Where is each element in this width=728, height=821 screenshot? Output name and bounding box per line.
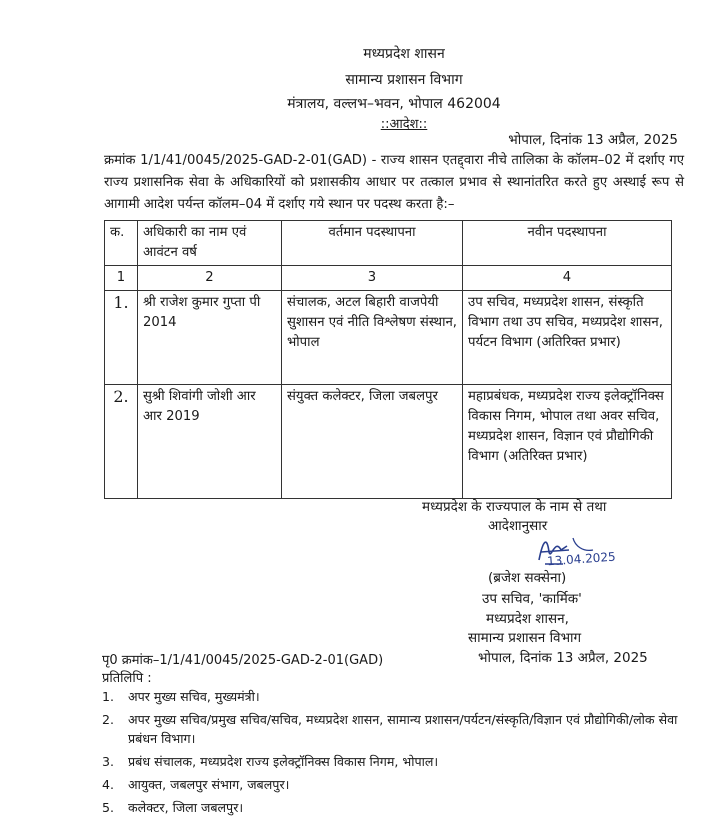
- list-item-number: 5.: [102, 800, 115, 815]
- header-department: सामान्य प्रशासन विभाग: [345, 72, 463, 88]
- list-item-text: कलेक्टर, जिला जबलपुर।: [128, 800, 244, 815]
- list-item-number: 3.: [102, 754, 115, 769]
- signatory-government: मध्यप्रदेश शासन,: [486, 611, 569, 627]
- list-item: [102, 798, 692, 817]
- column-number: 2: [138, 266, 282, 291]
- order-line: आदेशानुसार: [488, 518, 548, 534]
- signatory-department: सामान्य प्रशासन विभाग: [468, 630, 582, 646]
- copy-list: [102, 687, 692, 821]
- new-posting: उप सचिव, मध्यप्रदेश शासन, संस्कृति विभाग तथा उप सचिव, मध्यप्रदेश शासन, पर्यटन विभाग (अतिरिक्त प्रभार): [463, 291, 672, 385]
- signature-date: 13.04.2025: [546, 549, 617, 569]
- column-number: 3: [282, 266, 463, 291]
- governor-line: मध्यप्रदेश के राज्यपाल के नाम से तथा: [422, 499, 607, 515]
- current-posting: संचालक, अटल बिहारी वाजपेयी सुशासन एवं नीति विश्लेषण संस्थान, भोपाल: [282, 291, 463, 385]
- header-cell-current: वर्तमान पदस्थापना: [282, 221, 463, 266]
- list-item-number: 1.: [102, 689, 115, 704]
- table-header-row: [105, 221, 672, 266]
- list-item: [102, 775, 692, 794]
- list-item: [102, 710, 692, 748]
- list-item-text: अपर मुख्य सचिव, मुख्यमंत्री।: [128, 689, 260, 704]
- officer-name: सुश्री शिवांगी जोशी आर आर 2019: [138, 385, 282, 499]
- list-item-number: 4.: [102, 777, 115, 792]
- table-column-number-row: [105, 266, 672, 291]
- officer-name: श्री राजेश कुमार गुप्ता पी 2014: [138, 291, 282, 385]
- copy-label: प्रतिलिपि :: [102, 671, 152, 686]
- list-item-text: आयुक्त, जबलपुर संभाग, जबलपुर।: [128, 777, 290, 792]
- list-item-number: 2.: [102, 712, 115, 727]
- endorsement-date: भोपाल, दिनांक 13 अप्रैल, 2025: [478, 650, 648, 666]
- list-item: [102, 752, 692, 771]
- header-cell-new: नवीन पदस्थापना: [463, 221, 672, 266]
- list-item-text: अपर मुख्य सचिव/प्रमुख सचिव/सचिव, मध्यप्रदेश शासन, सामान्य प्रशासन/पर्यटन/संस्कृति/विज्ञान एवं प्रौद्योगिकी/लोक सेवा प्रबंधन विभाग।: [128, 712, 678, 746]
- column-number: 4: [463, 266, 672, 291]
- header-cell-officer: अधिकारी का नाम एवं आवंटन वर्ष: [138, 221, 282, 266]
- list-item-text: प्रबंध संचालक, मध्यप्रदेश राज्य इलेक्ट्रॉनिक्स विकास निगम, भोपाल।: [128, 754, 439, 769]
- order-title: ::आदेश::: [380, 117, 428, 132]
- table-row: [105, 385, 672, 499]
- order-date: भोपाल, दिनांक 13 अप्रैल, 2025: [508, 132, 678, 148]
- signatory-name: (ब्रजेश सक्सेना): [488, 570, 567, 586]
- table-row: [105, 291, 672, 385]
- header-government: मध्यप्रदेश शासन: [363, 46, 445, 62]
- new-posting: महाप्रबंधक, मध्यप्रदेश राज्य इलेक्ट्रॉनिक्स विकास निगम, भोपाल तथा अवर सचिव, मध्यप्रदेश शासन, विज्ञान एवं प्रौद्योगिकी विभाग (अतिरिक्त प्रभार): [463, 385, 672, 499]
- posting-table: [104, 220, 672, 499]
- row-serial: 2.: [105, 385, 138, 499]
- order-body-text: क्रमांक 1/1/41/0045/2025-GAD-2-01(GAD) - राज्य शासन एतद्द्वारा नीचे तालिका के कॉलम–02 में दर्शाए गए राज्य प्रशासनिक सेवा के अधिकारियों को प्रशासकीय आधार पर तत्काल प्रभाव से स्थानांतरित करते हुए अस्थाई रूप से आगामी आदेश पर्यन्त कॉलम–04 में दर्शाए गये स्थान पर पदस्थ करता है:–: [104, 153, 684, 212]
- endorsement-number: पृ0 क्रमांक–1/1/41/0045/2025-GAD-2-01(GAD): [102, 653, 384, 668]
- current-posting: संयुक्त कलेक्टर, जिला जबलपुर: [282, 385, 463, 499]
- header-cell-serial: क.: [105, 221, 138, 266]
- list-item: [102, 687, 692, 706]
- row-serial: 1.: [105, 291, 138, 385]
- column-number: 1: [105, 266, 138, 291]
- signatory-post: उप सचिव, 'कार्मिक': [482, 591, 582, 607]
- header-address: मंत्रालय, वल्लभ–भवन, भोपाल 462004: [287, 96, 501, 112]
